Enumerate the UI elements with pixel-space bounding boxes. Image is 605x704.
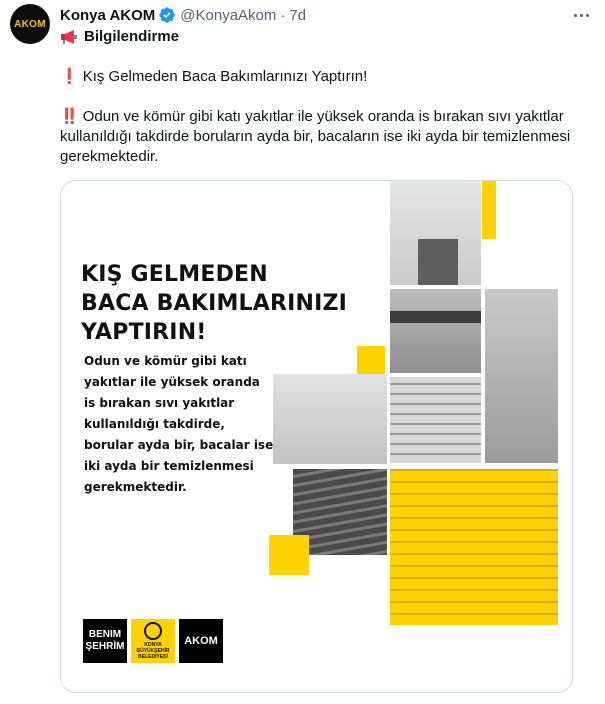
tweet-media-image[interactable] [60, 180, 573, 693]
tweet-text-line1 [60, 67, 580, 87]
gutter-photo-tile [485, 289, 558, 463]
poster-title-line: BACA BAKIMLARINIZI [81, 291, 348, 316]
avatar-logo-text: AKOM [14, 18, 46, 30]
more-options-button[interactable] [571, 6, 591, 24]
verified-badge-icon [158, 6, 176, 24]
yellow-brick-photo-tile [390, 469, 558, 625]
konya-buyuksehir-logo: KONYA BÜYÜKŞEHİR BELEDİYESİ [131, 619, 175, 663]
tweet-headline: Kış Gelmeden Baca Bakımlarınızı Yaptırın! [82, 68, 368, 85]
separator-dot: · [280, 6, 286, 24]
timestamp[interactable]: 7d [289, 6, 307, 24]
poster-title [81, 260, 347, 347]
akom-logo: AKOM [179, 619, 223, 663]
small-photo-tile [273, 374, 387, 464]
sponsor-logos [83, 619, 223, 663]
user-handle[interactable]: @KonyaAkom [180, 6, 277, 24]
tweet-header [60, 5, 306, 25]
tweet-subtitle [60, 28, 179, 45]
avatar[interactable] [10, 4, 50, 44]
tweet-description: Odun ve kömür gibi katı yakıtlar ile yüksek oranda is bırakan sıvı yakıtlar kullanıldığı takdirde boruların ayda bir, bacaların ise iki ayda bir temizlenmesi gerekmektedir. [60, 108, 571, 165]
double-exclamation-icon: ‼️ [60, 108, 79, 125]
exclamation-icon: ❗ [60, 68, 79, 85]
megaphone-icon [60, 29, 78, 45]
tweet-text-line2 [60, 107, 580, 167]
chimney-photo-tile [390, 181, 481, 285]
poster-title-line: YAPTIRIN! [81, 320, 207, 345]
brick-photo-tile [390, 377, 481, 463]
poster-title-line: KIŞ GELMEDEN [81, 262, 268, 287]
display-name[interactable]: Konya AKOM [60, 6, 156, 24]
roof-photo-tile [390, 289, 481, 373]
benim-sehrim-logo: BENIM ŞEHRİM [83, 619, 127, 663]
subtitle-text: Bilgilendirme [84, 28, 180, 45]
accent-square [357, 346, 385, 374]
accent-square [482, 181, 496, 239]
more-dot-icon [586, 14, 589, 17]
poster-body-text: Odun ve kömür gibi katı yakıtlar ile yüksek oranda is bırakan sıvı yakıtlar kullanıldığı takdirde, borular ayda bir, bacalar ise iki ayda bir temizlenmesi gerekmektedir. [84, 354, 274, 494]
more-dot-icon [574, 14, 577, 17]
seal-icon [144, 622, 162, 640]
accent-square [269, 535, 309, 575]
more-dot-icon [580, 14, 583, 17]
